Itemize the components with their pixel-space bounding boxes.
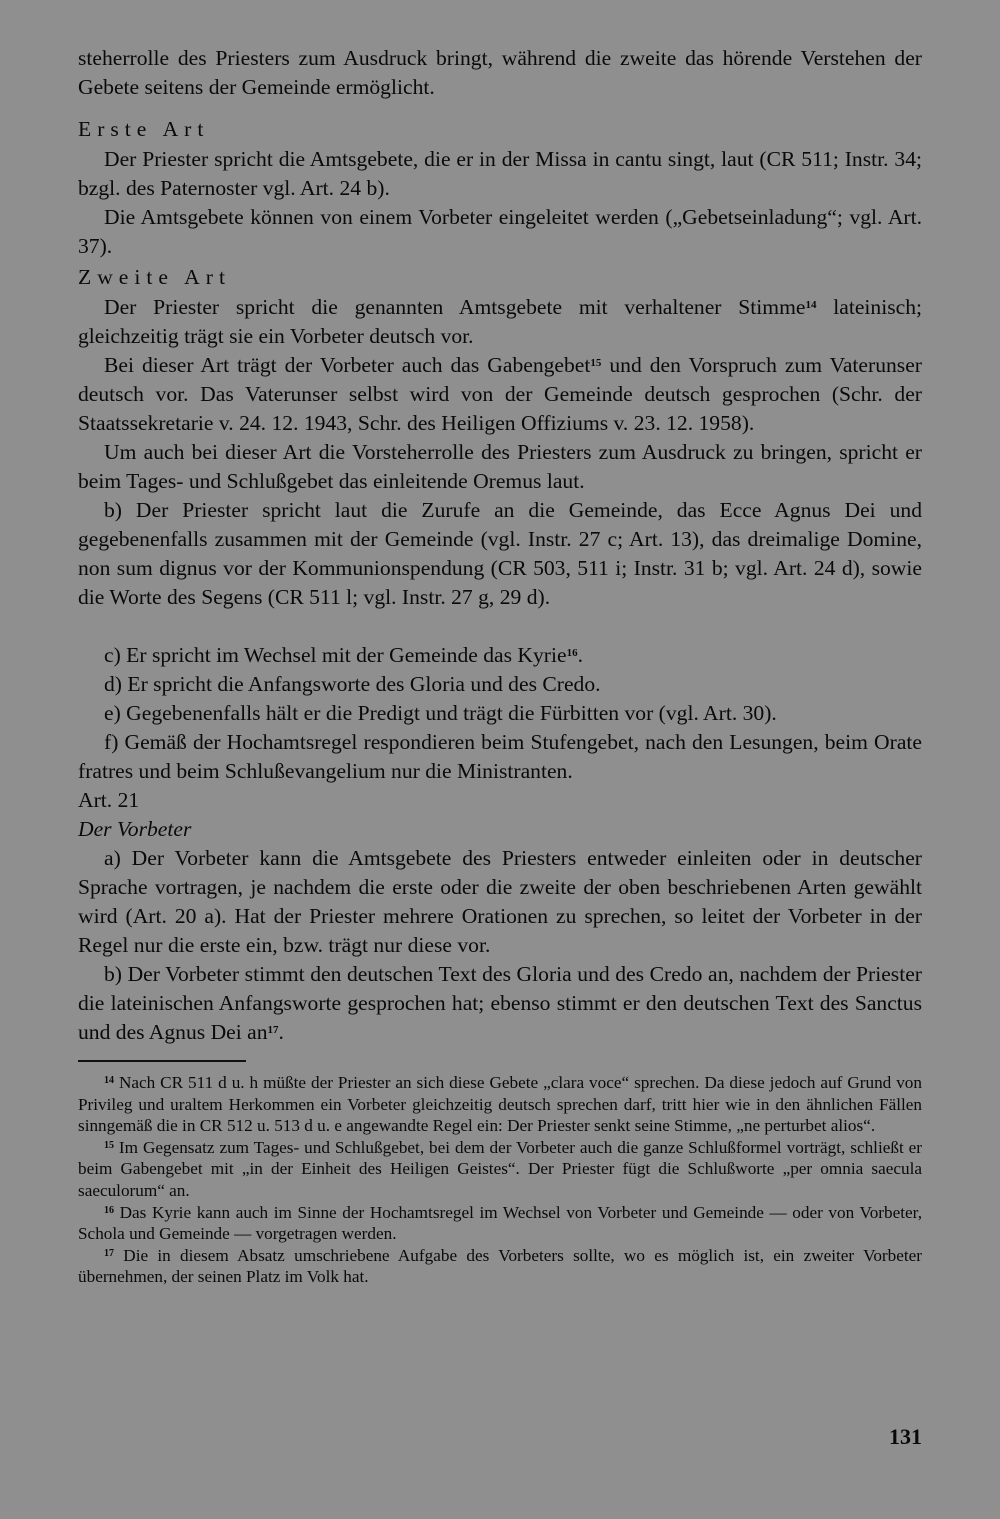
article-title: Der Vorbeter bbox=[78, 817, 192, 841]
text-segment: lateinisch; gleichzeitig trägt sie ein Vorbeter deutsch vor. bbox=[78, 295, 922, 348]
page-number: 131 bbox=[889, 1424, 922, 1449]
item-c bbox=[78, 641, 922, 670]
article-21-b bbox=[78, 960, 922, 1047]
paragraph-zweite-3: Um auch bei dieser Art die Vorsteherrolle des Priesters zum Ausdruck zu bringen, spricht er beim Tages- und Schlußgebet das einleitende Oremus laut. bbox=[78, 440, 922, 493]
article-number: Art. 21 bbox=[78, 788, 140, 812]
text-segment: c) Er spricht im Wechsel mit der Gemeinde das Kyrie bbox=[104, 643, 567, 667]
text-segment: . bbox=[278, 1020, 284, 1044]
footnote-number: 16 bbox=[104, 1204, 114, 1216]
blank-space bbox=[78, 612, 922, 641]
heading-zweite-art: Zweite Art bbox=[78, 265, 231, 289]
item-e: e) Gegebenenfalls hält er die Predigt und trägt die Fürbitten vor (vgl. Art. 30). bbox=[104, 701, 777, 725]
footnote-ref-16: 16 bbox=[566, 647, 578, 659]
text-segment: Bei dieser Art trägt der Vorbeter auch das Gabengebet bbox=[104, 353, 591, 377]
footnote-15 bbox=[78, 1137, 922, 1202]
footnote-text: Die in diesem Absatz umschriebene Aufgabe des Vorbeters sollte, wo es möglich ist, ein zweiter Vorbeter übernehmen, der seinen Platz im Volk hat. bbox=[78, 1245, 922, 1287]
footnote-number: 15 bbox=[104, 1139, 114, 1151]
text-segment: und den Vorspruch zum Vaterunser deutsch vor. Das Vaterunser selbst wird von der Gemeinde deutsch gesprochen (Schr. der Staatssekretarie v. 24. 12. 1943, Schr. des Heiligen Offiziums v. 23. 12. 1958). bbox=[78, 353, 922, 435]
paragraph-erste-2: Die Amtsgebete können von einem Vorbeter eingeleitet werden („Gebetseinladung“; vgl. Art. 37). bbox=[78, 205, 922, 258]
footnote-ref-15: 15 bbox=[590, 357, 602, 369]
footnote-text: Nach CR 511 d u. h müßte der Priester an sich diese Gebete „clara voce“ sprechen. Da diese jedoch auf Grund von Privileg und uraltem Herkommen ein Vorbeter gleichzeitig deutsch sprechen darf, tritt hier wie in den ähnlichen Fällen sinngemäß die in CR 512 u. 513 d u. e angewandte Regel ein: Der Priester senkt seine Stimme, „ne perturbet alios“. bbox=[78, 1073, 922, 1136]
footnote-17 bbox=[78, 1245, 922, 1288]
footnote-16 bbox=[78, 1202, 922, 1245]
paragraph-erste-1: Der Priester spricht die Amtsgebete, die er in der Missa in cantu singt, laut (CR 511; Instr. 34; bzgl. des Paternoster vgl. Art. 24 b). bbox=[78, 147, 922, 200]
footnote-text: Das Kyrie kann auch im Sinne der Hochamtsregel im Wechsel von Vorbeter und Gemeinde — oder von Vorbeter, Schola und Gemeinde — vorgetragen werden. bbox=[78, 1202, 922, 1244]
footnote-text: Im Gegensatz zum Tages- und Schlußgebet, bei dem der Vorbeter auch die ganze Schlußformel vorträgt, schließt er beim Gabengebet mit „in der Einheit des Heiligen Geistes“. Der Priester fügt die Schlußworte „per omnia saecula saeculorum“ an. bbox=[78, 1137, 922, 1200]
footnote-ref-17: 17 bbox=[267, 1024, 279, 1036]
item-f: f) Gemäß der Hochamtsregel respondieren beim Stufengebet, nach den Lesungen, beim Orate fratres und beim Schlußevangelium nur die Ministranten. bbox=[78, 730, 922, 783]
text-segment: Der Priester spricht die genannten Amtsgebete mit verhaltener Stimme bbox=[104, 295, 806, 319]
footnote-number: 14 bbox=[104, 1075, 114, 1086]
footnote-14 bbox=[78, 1072, 922, 1137]
main-text bbox=[78, 44, 922, 1288]
footnote-ref-14: 14 bbox=[805, 299, 817, 311]
item-b: b) Der Priester spricht laut die Zurufe an die Gemeinde, das Ecce Agnus Dei und gegebenenfalls zusammen mit der Gemeinde (vgl. Instr. 27 c; Art. 13), das dreimalige Domine, non sum dignus vor der Kommunionspendung (CR 503, 511 i; Instr. 31 b; vgl. Art. 24 d), sowie die Worte des Segens (CR 511 l; vgl. Instr. 27 g, 29 d). bbox=[78, 498, 922, 609]
paragraph-zweite-1 bbox=[78, 293, 922, 351]
intro-paragraph: steherrolle des Priesters zum Ausdruck bringt, während die zweite das hörende Verstehen der Gebete seitens der Gemeinde ermöglicht. bbox=[78, 46, 922, 99]
footnotes bbox=[78, 1072, 922, 1288]
footnote-number: 17 bbox=[104, 1247, 114, 1259]
footnote-divider bbox=[78, 1060, 246, 1062]
text-segment: . bbox=[577, 643, 583, 667]
paragraph-zweite-2 bbox=[78, 351, 922, 438]
heading-erste-art: Erste Art bbox=[78, 117, 210, 141]
item-d: d) Er spricht die Anfangsworte des Gloria und des Credo. bbox=[104, 672, 601, 696]
article-21-a: a) Der Vorbeter kann die Amtsgebete des Priesters entweder einleiten oder in deutscher Sprache vortragen, je nachdem die erste oder die zweite der oben beschriebenen Arten gewählt wird (Art. 20 a). Hat der Priester mehrere Orationen zu sprechen, so leitet der Vorbeter in der Regel nur die erste ein, bzw. trägt nur diese vor. bbox=[78, 846, 922, 957]
text-segment: b) Der Vorbeter stimmt den deutschen Text des Gloria und des Credo an, nachdem der Priester die lateinischen Anfangsworte gesprochen hat; ebenso stimmt er den deutschen Text des Sanctus und des Agnus Dei an bbox=[78, 962, 922, 1044]
